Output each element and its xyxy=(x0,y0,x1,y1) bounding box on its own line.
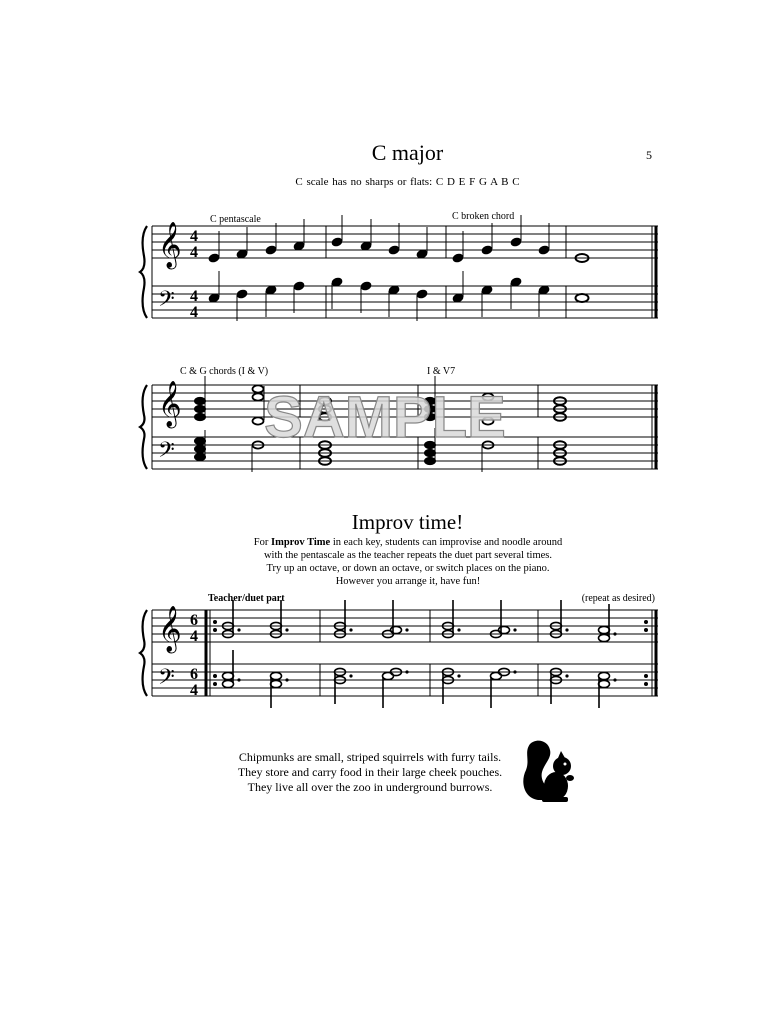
scale-description: C scale has no sharps or flats: C D E F G A B C xyxy=(295,176,520,188)
treble-clef-icon: 𝄞 xyxy=(158,381,182,427)
label-c-g-chords: C & G chords (I & V) xyxy=(180,366,269,377)
label-teacher-duet: Teacher/duet part xyxy=(208,593,285,604)
bass-clef-icon: 𝄢 xyxy=(158,287,175,317)
svg-text:4: 4 xyxy=(190,628,198,645)
page-number: 5 xyxy=(646,148,652,162)
treble-clef-icon: 𝄞 xyxy=(158,606,182,652)
svg-text:4: 4 xyxy=(190,244,198,261)
svg-text:6: 6 xyxy=(190,666,198,683)
treble-clef-icon: 𝄞 xyxy=(158,222,182,268)
improv-bold: Improv Time xyxy=(270,537,331,548)
system1-bass-notes xyxy=(208,271,550,321)
squirrel-icon xyxy=(520,738,580,804)
system3-treble-notes xyxy=(223,600,610,642)
svg-text:4: 4 xyxy=(190,228,198,245)
svg-text:4: 4 xyxy=(190,304,198,321)
sample-watermark xyxy=(230,385,540,455)
svg-text:4: 4 xyxy=(190,682,198,699)
improv-instructions: For Improv Time in each key, students can improvise and noodle around with the pentascale as the teacher repeats the duet part several times. Try up an octave, or down an octave, or switch places on the piano. However you arrange it, have fun! xyxy=(253,537,563,587)
system3-bass-notes xyxy=(223,650,610,708)
label-pentascale: C pentascale xyxy=(210,214,261,225)
label-repeat: (repeat as desired) xyxy=(581,593,655,604)
svg-text:4: 4 xyxy=(190,288,198,305)
label-i-v7: I & V7 xyxy=(427,366,456,377)
svg-text:6: 6 xyxy=(190,612,198,629)
svg-text:SAMPLE: SAMPLE xyxy=(264,385,506,450)
label-broken-chord: C broken chord xyxy=(452,211,515,222)
page-title: C major xyxy=(371,140,444,165)
bass-clef-icon: 𝄢 xyxy=(158,665,175,695)
improv-title: Improv time! xyxy=(351,510,464,534)
chipmunk-facts: Chipmunks are small, striped squirrels with furry tails. They store and carry food in their large cheek pouches. They live all over the zoo in underground burrows. xyxy=(237,750,503,794)
bass-clef-icon: 𝄢 xyxy=(158,438,175,468)
